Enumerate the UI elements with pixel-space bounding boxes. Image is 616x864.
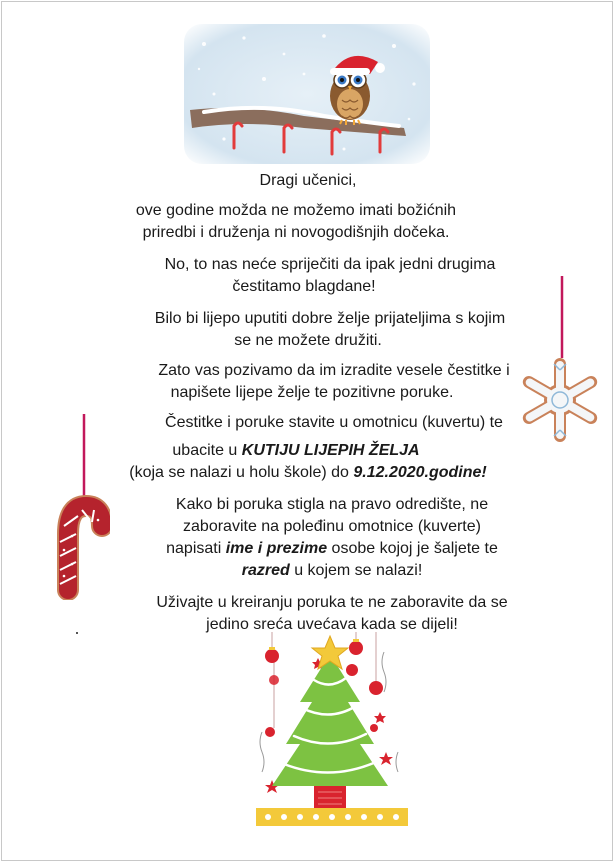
paragraph-2-line-1: No, to nas neće spriječiti da ipak jedni drugima xyxy=(164,256,496,273)
paragraph-2-line-2: čestitamo blagdane! xyxy=(232,278,376,295)
paragraph-6-line-2: zaboravite na poleđinu omotnice (kuverte) xyxy=(183,518,481,535)
paragraph-5-line-2: ubacite u KUTIJU LIJEPIH ŽELJA xyxy=(172,442,420,459)
greeting: Dragi učenici, xyxy=(259,172,357,189)
paragraph-6-line-3: napisati ime i prezime osobe kojoj je šaljete te xyxy=(166,540,498,557)
paragraph-3-line-2: se ne možete družiti. xyxy=(234,332,382,349)
name-surname-emphasis: ime i prezime xyxy=(225,540,328,557)
christmas-tree-icon xyxy=(252,632,412,828)
paragraph-7-line-2: jedino sreća uvećava kada se dijeli! xyxy=(206,616,458,633)
owl-on-branch-icon xyxy=(184,24,430,164)
box-name-emphasis: KUTIJU LIJEPIH ŽELJA xyxy=(241,442,420,459)
paragraph-6-line-4: razred u kojem se nalazi! xyxy=(241,562,423,579)
paragraph-1-line-1: ove godine možda ne možemo imati božićnih xyxy=(135,202,457,219)
paragraph-4-line-1: Zato vas pozivamo da im izradite vesele čestitke i xyxy=(158,362,510,379)
paragraph-7-line-1: Uživajte u kreiranju poruka te ne zaboravite da se xyxy=(156,594,508,611)
paragraph-4-line-2: napišete lijepe želje te pozitivne poruke. xyxy=(170,384,454,401)
paragraph-5-line-1: Čestitke i poruke stavite u omotnicu (kuvertu) te xyxy=(165,414,503,431)
paragraph-6-line-1: Kako bi poruka stigla na pravo odredište, ne xyxy=(175,496,489,513)
paragraph-1-line-2: priredbi i druženja ni novogodišnjih dočeka. xyxy=(142,224,450,241)
deadline-date: 9.12.2020.godine! xyxy=(353,464,487,481)
class-emphasis: razred xyxy=(241,562,290,579)
paragraph-5-line-3: (koja se nalazi u holu škole) do 9.12.2020.godine! xyxy=(129,464,487,481)
paragraph-3-line-1: Bilo bi lijepo uputiti dobre želje prijateljima s kojim xyxy=(154,310,506,327)
